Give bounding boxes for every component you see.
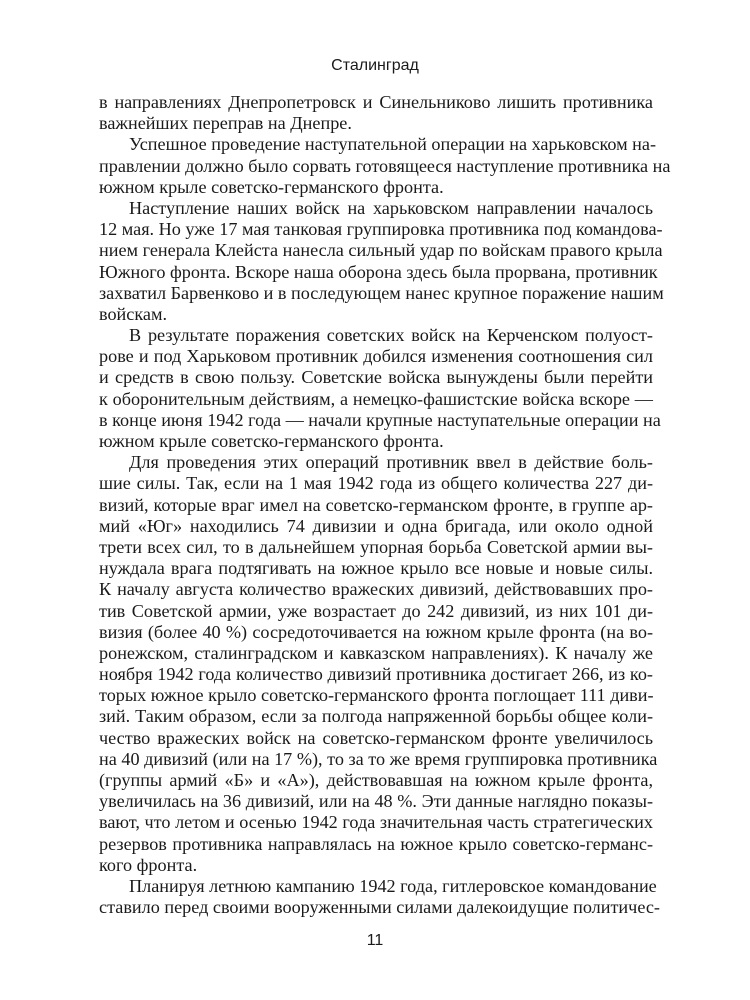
paragraph xyxy=(99,134,671,198)
text-line: торых южное крыло советско-германского фронта поглощает 111 диви- xyxy=(99,685,654,706)
text-line: резервов противника направлялась на южное крыло советско-германс- xyxy=(99,833,653,854)
text-line: мий «Юг» находились 74 дивизии и одна бригада, или около одной xyxy=(99,515,653,536)
page-body-text xyxy=(99,92,671,918)
text-line: нуждала врага подтягивать на южное крыло все новые и новые силы. xyxy=(99,558,653,579)
text-line: К началу августа количество вражеских дивизий, действовавших про- xyxy=(99,579,653,600)
text-line: правлении должно было сорвать готовящееся наступление противника на xyxy=(99,155,671,176)
text-line: 12 мая. Но уже 17 мая танковая группировка противника под командова- xyxy=(99,219,663,240)
text-line: в конце июня 1942 года — начали крупные наступательные операции на xyxy=(99,409,661,430)
text-line: трети всех сил, то в дальнейшем упорная борьба Советской армии вы- xyxy=(99,536,653,557)
text-line: визий, которые враг имел на советско-германском фронте, в группе ар- xyxy=(99,494,653,515)
page-number: 11 xyxy=(366,932,384,949)
text-line: южном крыле советско-германского фронта. xyxy=(99,176,444,197)
text-line: тив Советской армии, уже возрастает до 242 дивизий, из них 101 ди- xyxy=(99,600,653,621)
text-line: ронежском, сталинградском и кавказском направлениях). К началу же xyxy=(99,642,653,663)
text-line: ставило перед своими вооруженными силами далекоидущие политичес- xyxy=(99,897,660,918)
paragraph xyxy=(99,197,664,325)
text-line: Южного фронта. Вскоре наша оборона здесь была прорвана, противник xyxy=(99,261,658,282)
text-line: и средств в свою пользу. Советские войска вынуждены были перейти xyxy=(99,367,653,388)
text-line: захватил Барвенково и в последующем нанес крупное поражение нашим xyxy=(99,282,664,303)
text-line: увеличилась на 36 дивизий, или на 48 %. Эти данные наглядно показы- xyxy=(99,791,653,812)
text-line: войскам. xyxy=(99,303,168,324)
paragraph xyxy=(99,92,653,134)
paragraph xyxy=(99,325,661,452)
paragraph xyxy=(99,452,658,876)
text-line: Для проведения этих операций противник ввел в действие боль- xyxy=(129,452,653,473)
text-line: южном крыле советско-германского фронта. xyxy=(99,431,444,451)
text-line: вают, что летом и осенью 1942 года значительная часть стратегических xyxy=(99,812,653,833)
text-line: Наступление наших войск на харьковском направлении началось xyxy=(129,197,653,218)
running-header: Сталинград xyxy=(331,57,419,74)
text-line: кого фронта. xyxy=(99,854,198,875)
text-line: важнейших переправ на Днепре. xyxy=(99,113,352,134)
paragraph xyxy=(99,875,660,918)
text-line: в направлениях Днепропетровск и Синельниково лишить противника xyxy=(99,92,653,112)
text-line: чество вражеских войск на советско-германском фронте увеличилось xyxy=(99,727,653,748)
text-line: Успешное проведение наступательной операции на харьковском на- xyxy=(129,134,657,155)
text-line: рове и под Харьковом противник добился изменения соотношения сил xyxy=(99,346,653,367)
text-line: ноября 1942 года количество дивизий противника достигает 266, из ко- xyxy=(99,664,653,685)
text-line: В результате поражения советских войск на Керченском полуост- xyxy=(129,325,653,346)
text-line: к оборонительным действиям, а немецко-фашистские войска вскоре — xyxy=(99,388,653,409)
text-line: визия (более 40 %) сосредоточивается на южном крыле фронта (на во- xyxy=(99,621,653,642)
text-line: Планируя летнюю кампанию 1942 года, гитлеровское командование xyxy=(129,875,657,896)
text-line: на 40 дивизий (или на 17 %), то за то же время группировка противника xyxy=(99,748,658,769)
text-line: шие силы. Так, если на 1 мая 1942 года из общего количества 227 ди- xyxy=(99,473,653,494)
text-line: (группы армий «Б» и «А»), действовавшая на южном крыле фронта, xyxy=(99,770,653,790)
text-line: нием генерала Клейста нанесла сильный удар по войскам правого крыла xyxy=(99,240,663,261)
text-line: зий. Таким образом, если за полгода напряженной борьбы общее коли- xyxy=(99,706,653,727)
